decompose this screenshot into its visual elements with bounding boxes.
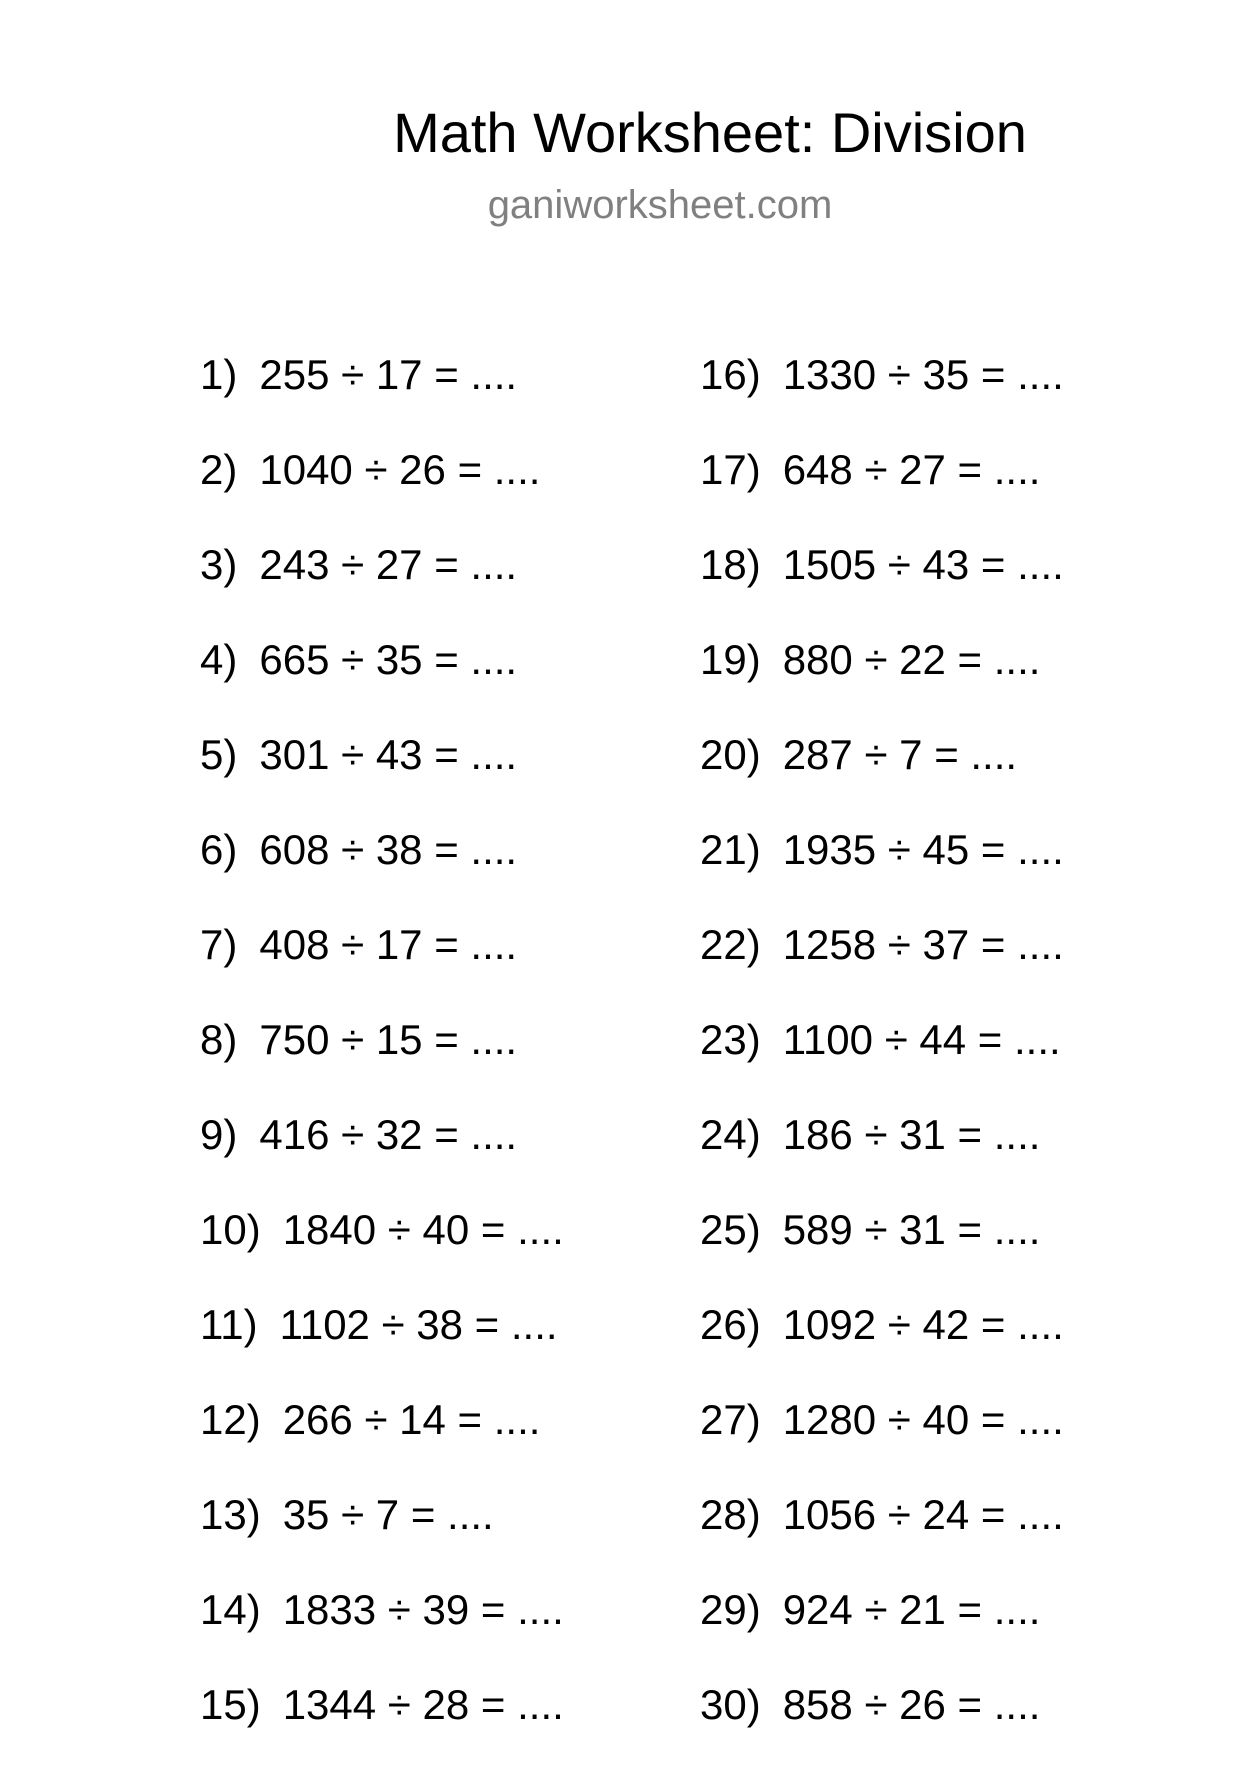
- problem-expression: 665 ÷ 35 = ....: [259, 636, 518, 683]
- worksheet-title: Math Worksheet: Division: [393, 101, 1027, 164]
- problem-expression: 1505 ÷ 43 = ....: [782, 541, 1064, 588]
- problem-item: [200, 730, 564, 825]
- problem-number: 3): [200, 541, 238, 588]
- problem-item: [700, 1490, 1064, 1585]
- problem-expression: 1258 ÷ 37 = ....: [782, 921, 1064, 968]
- problem-number: 22): [700, 921, 761, 968]
- problem-number: 30): [700, 1681, 761, 1728]
- problem-expression: 255 ÷ 17 = ....: [259, 351, 518, 398]
- problem-item: [200, 540, 564, 635]
- problem-item: [200, 1395, 564, 1490]
- problem-expression: 750 ÷ 15 = ....: [259, 1016, 518, 1063]
- problem-expression: 880 ÷ 22 = ....: [782, 636, 1041, 683]
- problem-number: 23): [700, 1016, 761, 1063]
- problem-expression: 1100 ÷ 44 = ....: [782, 1016, 1061, 1063]
- problem-number: 28): [700, 1491, 761, 1538]
- problem-expression: 1092 ÷ 42 = ....: [782, 1301, 1064, 1348]
- problem-expression: 1840 ÷ 40 = ....: [282, 1206, 564, 1253]
- problem-expression: 1056 ÷ 24 = ....: [782, 1491, 1064, 1538]
- problem-item: [200, 1490, 564, 1585]
- problem-item: [200, 1015, 564, 1110]
- problem-item: [200, 1110, 564, 1205]
- problem-number: 11): [200, 1301, 258, 1348]
- problem-expression: 589 ÷ 31 = ....: [782, 1206, 1041, 1253]
- problem-number: 7): [200, 921, 238, 968]
- problem-number: 6): [200, 826, 238, 873]
- problem-list-right: [700, 350, 1064, 1775]
- problem-list-left: [200, 350, 564, 1775]
- problem-expression: 1280 ÷ 40 = ....: [782, 1396, 1064, 1443]
- problem-item: [200, 1680, 564, 1775]
- problem-expression: 1833 ÷ 39 = ....: [282, 1586, 564, 1633]
- problem-number: 19): [700, 636, 761, 683]
- problem-expression: 1102 ÷ 38 = ....: [279, 1301, 558, 1348]
- problem-item: [700, 1680, 1064, 1775]
- problem-number: 18): [700, 541, 761, 588]
- problem-expression: 1040 ÷ 26 = ....: [259, 446, 541, 493]
- problem-number: 4): [200, 636, 238, 683]
- problem-expression: 648 ÷ 27 = ....: [782, 446, 1041, 493]
- problem-expression: 287 ÷ 7 = ....: [782, 731, 1018, 778]
- problem-number: 10): [200, 1206, 261, 1253]
- problem-item: [700, 1110, 1064, 1205]
- problem-expression: 416 ÷ 32 = ....: [259, 1111, 518, 1158]
- site-name: ganiworksheet.com: [487, 183, 833, 227]
- problem-item: [200, 445, 564, 540]
- problem-expression: 301 ÷ 43 = ....: [259, 731, 518, 778]
- problem-expression: 35 ÷ 7 = ....: [282, 1491, 494, 1538]
- problem-item: [700, 445, 1064, 540]
- problem-expression: 924 ÷ 21 = ....: [782, 1586, 1041, 1633]
- problem-item: [200, 350, 564, 445]
- problem-number: 25): [700, 1206, 761, 1253]
- problem-item: [700, 1300, 1064, 1395]
- problem-expression: 408 ÷ 17 = ....: [259, 921, 518, 968]
- problem-item: [700, 1395, 1064, 1490]
- problem-item: [200, 1205, 564, 1300]
- problem-expression: 243 ÷ 27 = ....: [259, 541, 518, 588]
- problem-item: [200, 825, 564, 920]
- problem-item: [200, 1585, 564, 1680]
- problem-number: 5): [200, 731, 238, 778]
- problem-number: 2): [200, 446, 238, 493]
- problem-number: 17): [700, 446, 761, 493]
- problem-item: [700, 540, 1064, 635]
- problem-item: [700, 350, 1064, 445]
- problem-item: [200, 635, 564, 730]
- problem-number: 16): [700, 351, 761, 398]
- problem-number: 14): [200, 1586, 261, 1633]
- problem-item: [700, 635, 1064, 730]
- problem-number: 26): [700, 1301, 761, 1348]
- problem-item: [700, 920, 1064, 1015]
- problem-number: 8): [200, 1016, 238, 1063]
- problem-expression: 608 ÷ 38 = ....: [259, 826, 518, 873]
- problem-expression: 1330 ÷ 35 = ....: [782, 351, 1064, 398]
- problem-item: [700, 730, 1064, 825]
- problem-expression: 1935 ÷ 45 = ....: [782, 826, 1064, 873]
- problem-number: 13): [200, 1491, 261, 1538]
- problem-number: 15): [200, 1681, 261, 1728]
- problem-number: 9): [200, 1111, 238, 1158]
- problem-number: 1): [200, 351, 238, 398]
- problem-number: 29): [700, 1586, 761, 1633]
- problem-number: 21): [700, 826, 761, 873]
- problem-expression: 266 ÷ 14 = ....: [282, 1396, 541, 1443]
- problem-item: [700, 1205, 1064, 1300]
- problem-item: [200, 920, 564, 1015]
- problem-expression: 858 ÷ 26 = ....: [782, 1681, 1041, 1728]
- problem-expression: 186 ÷ 31 = ....: [782, 1111, 1041, 1158]
- problem-number: 24): [700, 1111, 761, 1158]
- problem-item: [200, 1300, 564, 1395]
- problem-item: [700, 1585, 1064, 1680]
- problem-number: 20): [700, 731, 761, 778]
- problem-expression: 1344 ÷ 28 = ....: [282, 1681, 564, 1728]
- problem-number: 12): [200, 1396, 261, 1443]
- problem-item: [700, 825, 1064, 920]
- problem-number: 27): [700, 1396, 761, 1443]
- problem-item: [700, 1015, 1064, 1110]
